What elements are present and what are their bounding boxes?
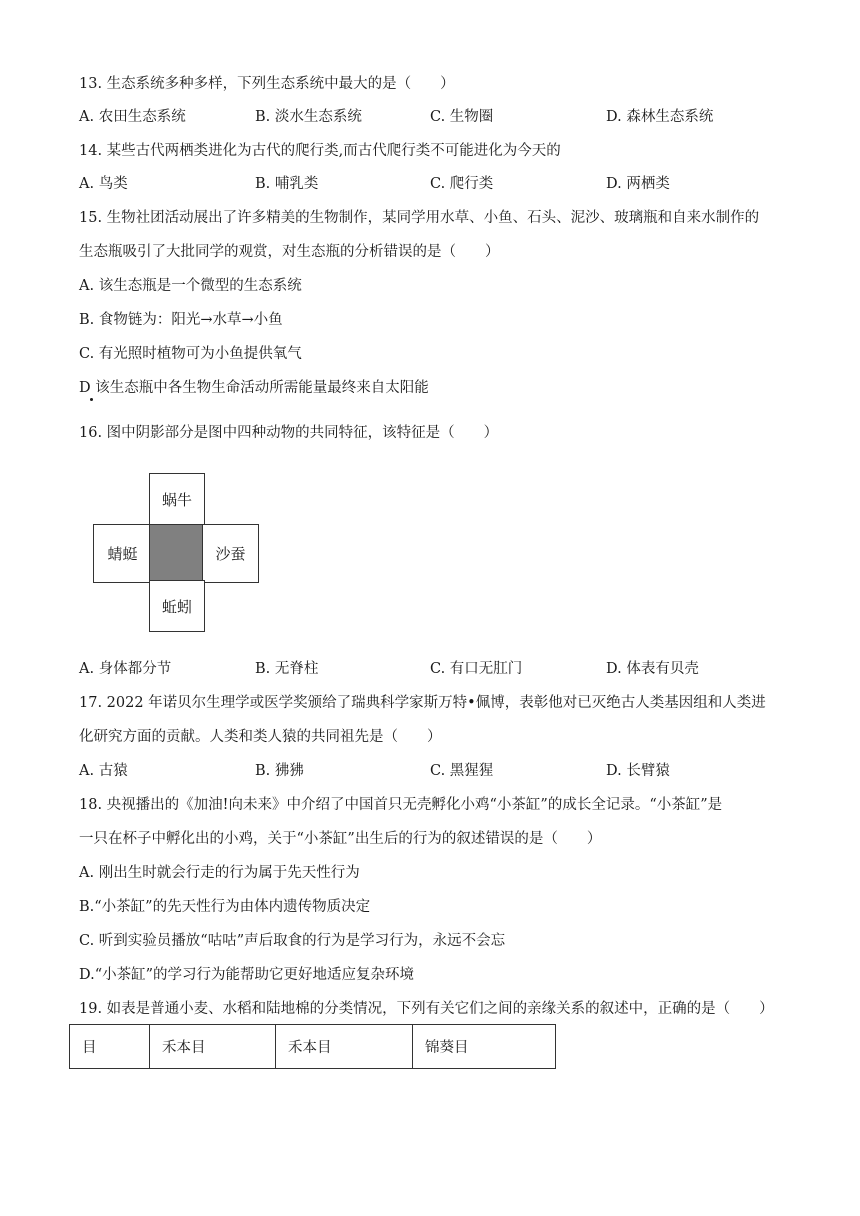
diagram-cell-left [93, 524, 152, 583]
q15-stem-line1: 15. 生物社团活动展出了许多精美的生物制作，某同学用水草、小鱼、石头、泥沙、玻璃瓶和自来水制作的 [79, 210, 760, 226]
table-cell: 目 [70, 1025, 150, 1069]
q17-stem-line2: 化研究方面的贡献。人类和类人猿的共同祖先是（ ） [79, 729, 442, 745]
q15-option-d[interactable]: D 该生态瓶中各生物生命活动所需能量最终来自太阳能 [79, 380, 429, 396]
label-dragonfly: 蜻蜓 [107, 545, 138, 563]
q18-option-c[interactable]: C. 听到实验员播放“咕咕”声后取食的行为是学习行为，永远不会忘 [79, 933, 506, 949]
classification-table [69, 1024, 556, 1069]
q15-option-b[interactable]: B. 食物链为：阳光→水草→小鱼 [79, 312, 283, 328]
diagram-cell-right [202, 524, 259, 583]
diagram-shaded-center [149, 524, 205, 583]
label-nereis: 沙蚕 [215, 545, 246, 563]
label-earthworm: 蚯蚓 [161, 597, 192, 616]
q19-stem: 19. 如表是普通小麦、水稻和陆地棉的分类情况，下列有关它们之间的亲缘关系的叙述中，正确的是（ ） [79, 1001, 774, 1017]
q17-option-b[interactable]: B. 狒狒 [255, 763, 304, 779]
option-d-dot [90, 398, 93, 401]
q18-option-a[interactable]: A. 刚出生时就会行走的行为属于先天性行为 [79, 865, 360, 881]
q18-option-d[interactable]: D.“小茶缸”的学习行为能帮助它更好地适应复杂环境 [79, 967, 415, 983]
table-cell: 锦葵目 [413, 1025, 556, 1069]
q14-option-b[interactable]: B. 哺乳类 [255, 176, 319, 192]
q16-option-c[interactable]: C. 有口无肛门 [430, 661, 523, 677]
q13-option-a[interactable]: A. 农田生态系统 [79, 109, 186, 125]
q18-stem-line2: 一只在杯子中孵化出的小鸡，关于“小茶缸”出生后的行为的叙述错误的是（ ） [79, 831, 602, 847]
q14-option-d[interactable]: D. 两栖类 [606, 176, 670, 192]
q17-option-a[interactable]: A. 古猿 [79, 763, 128, 779]
q16-option-b[interactable]: B. 无脊柱 [255, 661, 319, 677]
diagram-cell-bottom [149, 580, 205, 632]
q16-stem: 16. 图中阴影部分是图中四种动物的共同特征，该特征是（ ） [79, 425, 499, 441]
q17-stem-line1: 17. 2022 年诺贝尔生理学或医学奖颁给了瑞典科学家斯万特•佩博，表彰他对已灭绝古人类基因组和人类进 [79, 695, 766, 711]
q13-option-b[interactable]: B. 淡水生态系统 [255, 109, 362, 125]
q17-option-c[interactable]: C. 黑猩猩 [430, 763, 494, 779]
q14-option-a[interactable]: A. 鸟类 [79, 176, 128, 192]
q18-stem-line1: 18. 央视播出的《加油!向未来》中介绍了中国首只无壳孵化小鸡“小茶缸”的成长全记录。“小茶缸”是 [79, 797, 723, 813]
q13-option-c[interactable]: C. 生物圈 [430, 109, 494, 125]
q17-option-d[interactable]: D. 长臂猿 [606, 763, 670, 779]
table-row [70, 1025, 556, 1069]
q14-stem: 14. 某些古代两栖类进化为古代的爬行类,而古代爬行类不可能进化为今天的 [79, 143, 561, 159]
q16-option-d[interactable]: D. 体表有贝壳 [606, 661, 699, 677]
q14-option-c[interactable]: C. 爬行类 [430, 176, 494, 192]
table-cell: 禾本目 [276, 1025, 413, 1069]
q18-option-b[interactable]: B.“小茶缸”的先天性行为由体内遗传物质决定 [79, 899, 371, 915]
q16-option-a[interactable]: A. 身体都分节 [79, 661, 172, 677]
table-cell: 禾本目 [150, 1025, 276, 1069]
q13-option-d[interactable]: D. 森林生态系统 [606, 109, 714, 125]
q15-stem-line2: 生态瓶吸引了大批同学的观赏，对生态瓶的分析错误的是（ ） [79, 244, 500, 260]
q15-option-a[interactable]: A. 该生态瓶是一个微型的生态系统 [79, 278, 302, 294]
q13-stem: 13. 生态系统多种多样，下列生态系统中最大的是（ ） [79, 76, 455, 92]
label-snail: 蜗牛 [161, 491, 192, 509]
diagram-cell-top [149, 473, 205, 526]
q15-option-c[interactable]: C. 有光照时植物可为小鱼提供氧气 [79, 346, 302, 362]
